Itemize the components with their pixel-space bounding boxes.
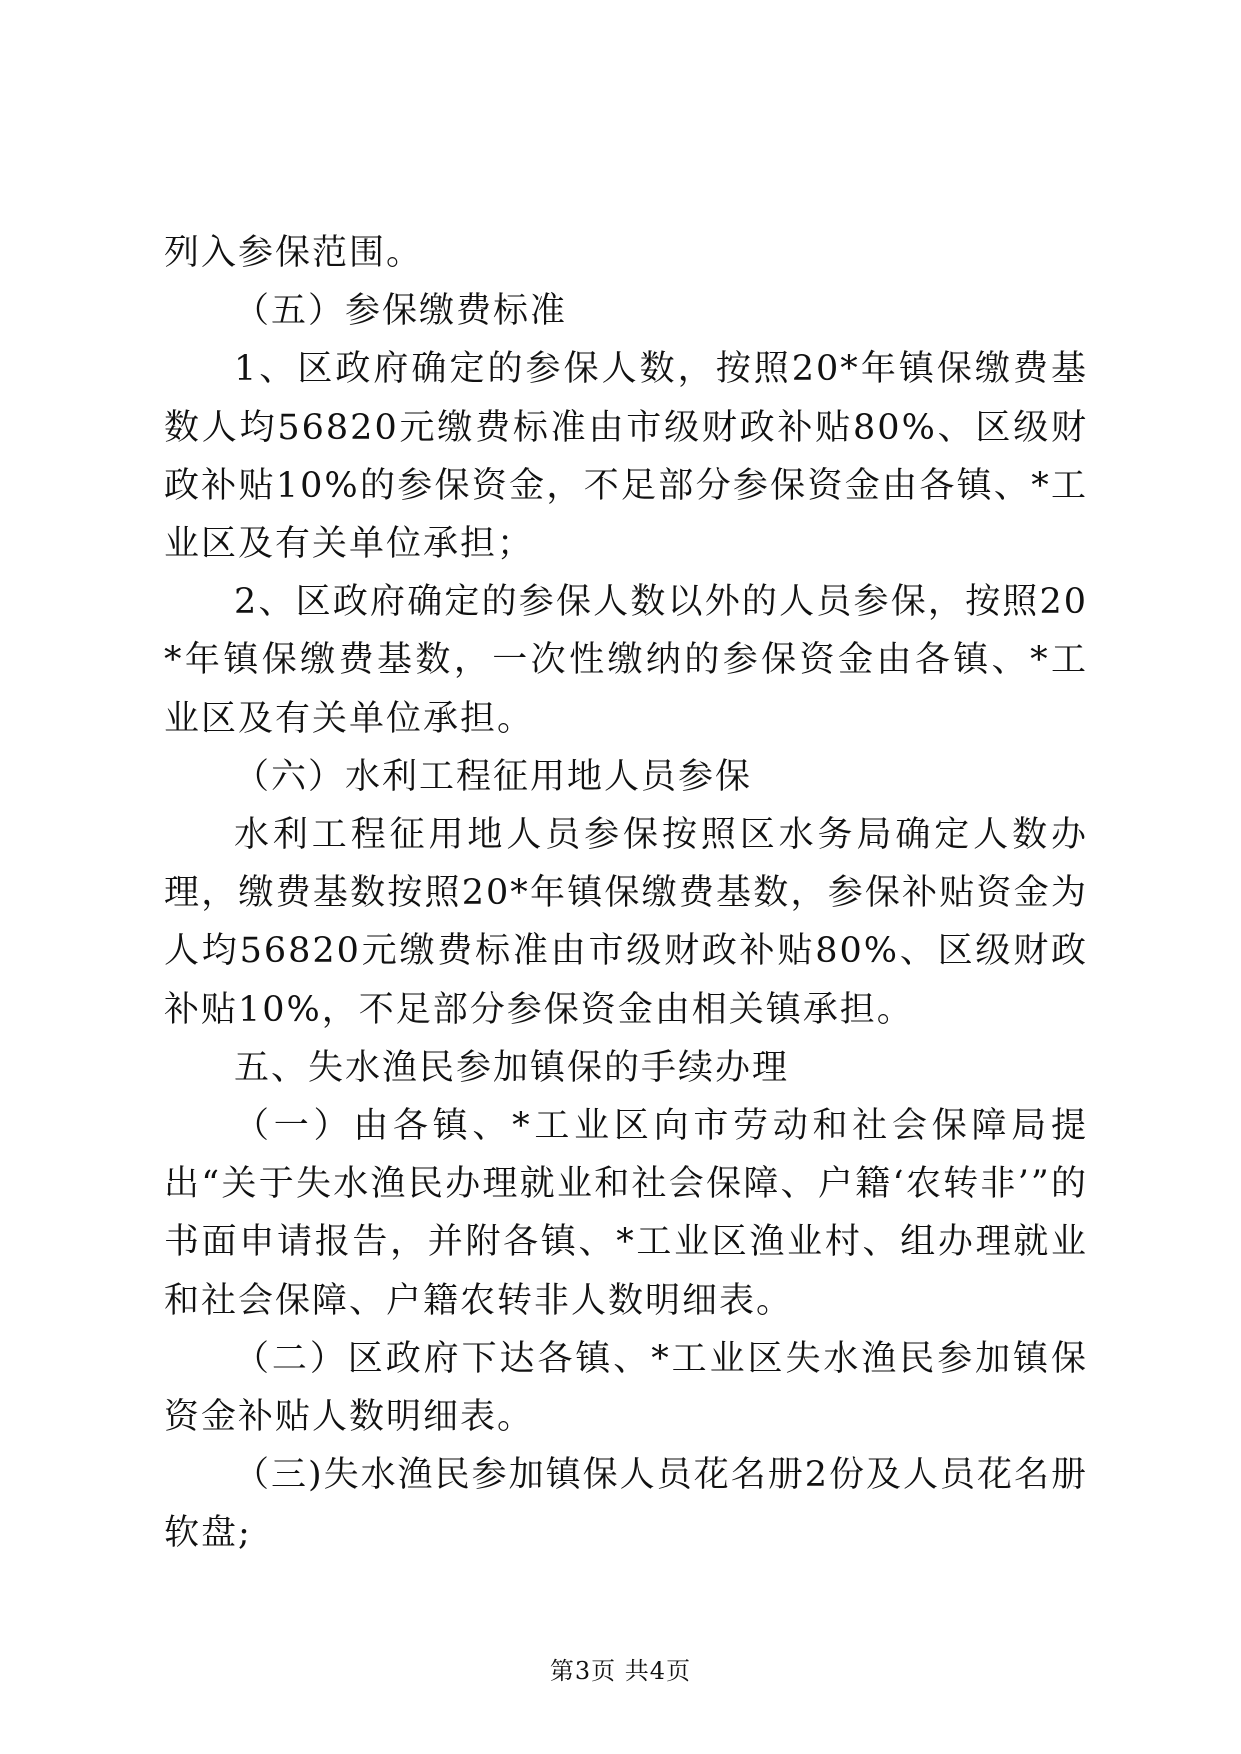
section-heading-6: （六）水利工程征用地人员参保 [234,756,753,797]
paragraph-item-1: 1、区政府确定的参保人数，按照20*年镇保缴费基数人均56820元缴费标准由市级财政补贴80%、区级财政补贴10%的参保资金，不足部分参保资金由各镇、*工业区及有关单位承担； [164,349,1088,565]
section-heading-5: （五）参保缴费标准 [234,291,568,332]
paragraph-procedure-1: （一）由各镇、*工业区向市劳动和社会保障局提出“关于失水渔民办理就业和社会保障、户籍‘农转非’”的书面申请报告，并附各镇、*工业区渔业村、组办理就业和社会保障、户籍农转非人数明细表。 [164,1106,1088,1321]
paragraph-item-2: 2、区政府确定的参保人数以外的人员参保，按照20*年镇保缴费基数，一次性缴纳的参保资金由各镇、*工业区及有关单位承担。 [164,582,1088,739]
paragraph-water-conservancy: 水利工程征用地人员参保按照区水务局确定人数办理，缴费基数按照20*年镇保缴费基数，参保补贴资金为人均56820元缴费标准由市级财政补贴80%、区级财政补贴10%，不足部分参保资金由相关镇承担。 [164,815,1088,1030]
paragraph-continuation: 列入参保范围。 [164,233,424,273]
page-number-footer: 第3页 共4页 [549,1657,692,1685]
chapter-heading-5: 五、失水渔民参加镇保的手续办理 [234,1047,790,1088]
document-body [164,224,1088,1563]
paragraph-procedure-2: （二）区政府下达各镇、*工业区失水渔民参加镇保资金补贴人数明细表。 [164,1338,1088,1438]
paragraph-procedure-3: （三)失水渔民参加镇保人员花名册2份及人员花名册软盘; [164,1455,1088,1554]
